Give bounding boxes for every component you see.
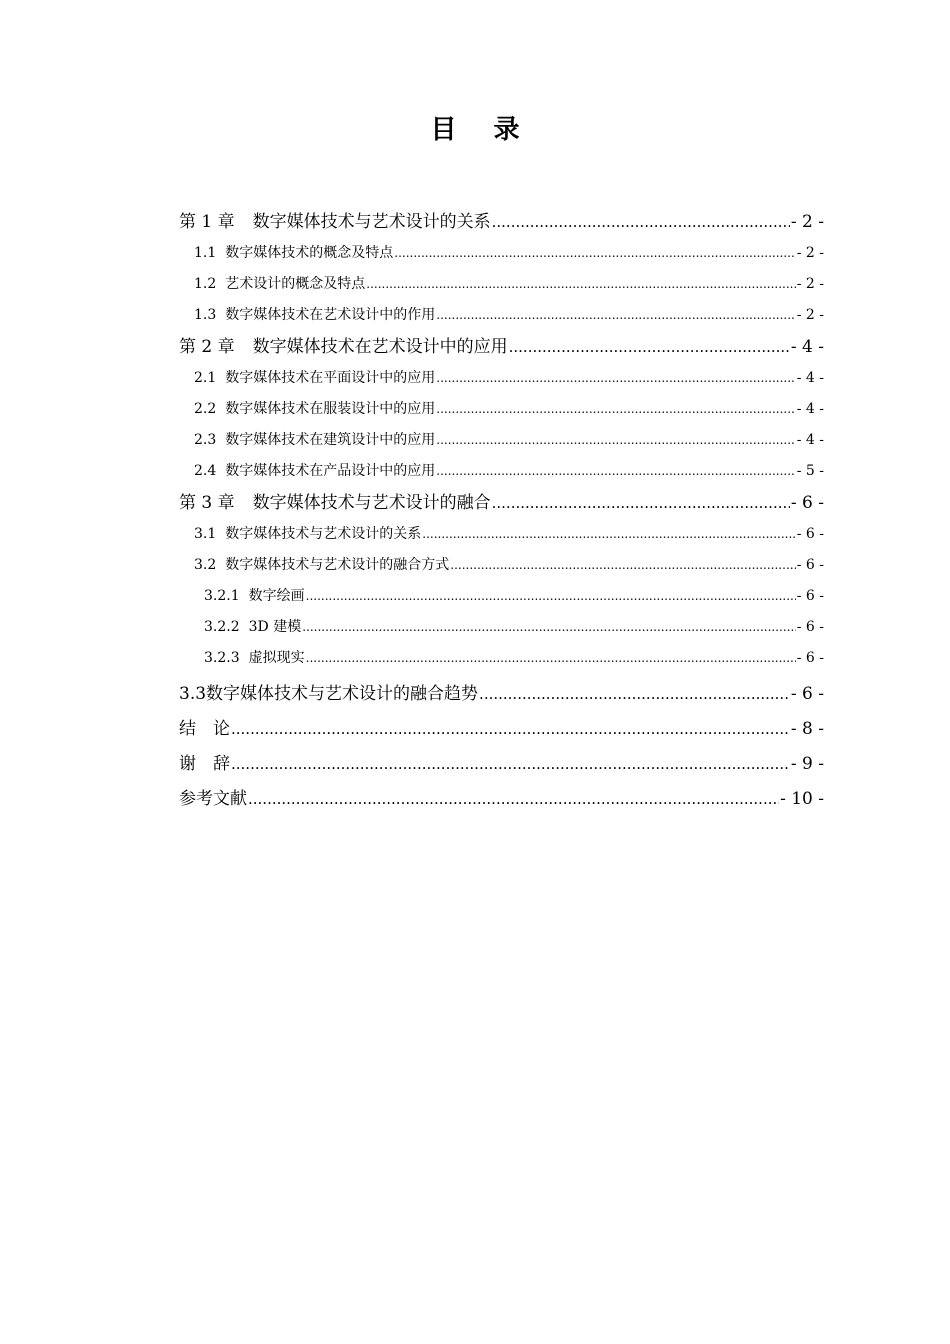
toc-entry-conclusion[interactable]: [179, 712, 824, 747]
dot-leader: [479, 677, 790, 712]
toc-entry-label: [194, 456, 435, 487]
dot-leader: [492, 487, 790, 519]
toc-entry-label: [179, 782, 247, 817]
toc-entry-text: 数字媒体技术在艺术设计中的应用: [252, 337, 508, 357]
toc-entry-number: 2.1: [194, 370, 217, 386]
toc-page-number: - 6 -: [790, 684, 824, 704]
toc-entry-text: 数字媒体技术在服装设计中的应用: [225, 401, 436, 417]
toc-entry-text: 参考文献: [179, 789, 247, 809]
toc-entry-number: 第 1 章: [179, 212, 235, 232]
toc-title: 目 录: [430, 115, 534, 145]
dot-leader: [394, 238, 795, 269]
toc-entry-subsection-3-2-3[interactable]: [179, 643, 824, 674]
toc-entry-number: 3.1: [194, 526, 217, 542]
toc-page-number: - 5 -: [796, 463, 824, 479]
toc-entry-label: [179, 331, 508, 363]
dot-leader: [248, 782, 779, 817]
toc-entry-number: 2.3: [194, 432, 217, 448]
toc-entry-text: 艺术设计的概念及特点: [225, 276, 366, 292]
dot-leader: [302, 612, 796, 643]
dot-leader: [231, 712, 790, 747]
toc-entry-acknowledgements[interactable]: [179, 747, 824, 782]
dot-leader: [509, 331, 790, 363]
toc-page-number: - 4 -: [796, 432, 824, 448]
toc-entry-section-1-1[interactable]: [179, 238, 824, 269]
toc-entry-section-3-3[interactable]: [179, 677, 824, 712]
toc-entry-label: [194, 425, 435, 456]
toc-entry-number: 第 2 章: [179, 337, 235, 357]
dot-leader: [450, 550, 795, 581]
toc-entry-section-2-4[interactable]: [179, 456, 824, 487]
toc-entry-number: 3.2.1: [204, 588, 240, 604]
toc-entry-number: 第 3 章: [179, 493, 235, 513]
toc-entry-text: 数字媒体技术与艺术设计的融合方式: [225, 557, 450, 573]
toc-entry-section-3-2[interactable]: [179, 550, 824, 581]
toc-entry-label: [194, 519, 421, 550]
toc-page-number: - 6 -: [796, 650, 824, 666]
toc-entry-section-1-2[interactable]: [179, 269, 824, 300]
toc-entry-text: 数字媒体技术与艺术设计的关系: [252, 212, 491, 232]
toc-entry-text: 数字绘画: [248, 588, 305, 604]
toc-entry-label: [179, 677, 478, 712]
toc-entry-number: 3.2.2: [204, 619, 240, 635]
toc-entry-text: 3D 建模: [248, 619, 302, 635]
toc-entry-text: 数字媒体技术在平面设计中的应用: [225, 370, 436, 386]
toc-entry-text: 数字媒体技术在艺术设计中的作用: [225, 307, 436, 323]
toc-entry-subsection-3-2-2[interactable]: [179, 612, 824, 643]
dot-leader: [436, 394, 795, 425]
toc-entry-label: [179, 487, 491, 519]
toc-entry-chapter-1[interactable]: [179, 206, 824, 238]
dot-leader: [231, 747, 790, 782]
toc-page-number: - 6 -: [796, 526, 824, 542]
toc-entry-section-2-2[interactable]: [179, 394, 824, 425]
toc-entry-text: 谢 辞: [179, 754, 230, 774]
toc-page-number: - 2 -: [790, 212, 824, 232]
toc-entry-number: 3.2.3: [204, 650, 240, 666]
toc-entry-chapter-2[interactable]: [179, 331, 824, 363]
toc-entry-text: 数字媒体技术在产品设计中的应用: [225, 463, 436, 479]
toc-entry-subsection-3-2-1[interactable]: [179, 581, 824, 612]
toc-page-number: - 6 -: [790, 493, 824, 513]
toc-page-number: - 4 -: [796, 370, 824, 386]
toc-entry-number: 3.2: [194, 557, 217, 573]
toc-entry-number: 3.3: [179, 684, 207, 704]
table-of-contents: [179, 206, 824, 817]
toc-entry-label: [194, 269, 365, 300]
toc-entry-text: 数字媒体技术与艺术设计的融合: [252, 493, 491, 513]
toc-entry-label: [194, 550, 449, 581]
toc-page-number: - 6 -: [796, 557, 824, 573]
toc-page-number: - 6 -: [796, 588, 824, 604]
toc-entry-number: 2.2: [194, 401, 217, 417]
dot-leader: [422, 519, 795, 550]
toc-entry-label: [194, 363, 435, 394]
toc-entry-label: [194, 300, 435, 331]
toc-entry-text: 数字媒体技术的概念及特点: [225, 245, 394, 261]
toc-entry-label: [194, 394, 435, 425]
dot-leader: [306, 643, 796, 674]
toc-entry-section-2-1[interactable]: [179, 363, 824, 394]
toc-entry-section-3-1[interactable]: [179, 519, 824, 550]
toc-entry-number: 1.2: [194, 276, 217, 292]
dot-leader: [436, 363, 795, 394]
toc-entry-number: 2.4: [194, 463, 217, 479]
toc-page-number: - 2 -: [796, 245, 824, 261]
toc-entry-label: [179, 747, 230, 782]
dot-leader: [436, 456, 795, 487]
toc-page-number: - 8 -: [790, 719, 824, 739]
toc-entry-text: 数字媒体技术与艺术设计的融合趋势: [206, 684, 479, 704]
toc-entry-references[interactable]: [179, 782, 824, 817]
toc-entry-label: [204, 643, 305, 674]
toc-page-number: - 4 -: [796, 401, 824, 417]
dot-leader: [436, 425, 795, 456]
dot-leader: [436, 300, 795, 331]
toc-entry-section-2-3[interactable]: [179, 425, 824, 456]
toc-page-number: - 4 -: [790, 337, 824, 357]
toc-entry-chapter-3[interactable]: [179, 487, 824, 519]
toc-entry-text: 结 论: [179, 719, 230, 739]
dot-leader: [306, 581, 796, 612]
toc-entry-text: 虚拟现实: [248, 650, 305, 666]
toc-entry-text: 数字媒体技术与艺术设计的关系: [225, 526, 422, 542]
toc-entry-label: [204, 612, 301, 643]
toc-page-number: - 10 -: [780, 789, 824, 809]
toc-entry-label: [204, 581, 305, 612]
toc-entry-number: 1.1: [194, 245, 217, 261]
toc-page-number: - 2 -: [796, 276, 824, 292]
toc-entry-number: 1.3: [194, 307, 217, 323]
dot-leader: [492, 206, 790, 238]
toc-entry-section-1-3[interactable]: [179, 300, 824, 331]
toc-page-number: - 6 -: [796, 619, 824, 635]
toc-entry-label: [194, 238, 393, 269]
toc-entry-label: [179, 206, 491, 238]
toc-page-number: - 9 -: [790, 754, 824, 774]
toc-page-number: - 2 -: [796, 307, 824, 323]
dot-leader: [366, 269, 795, 300]
toc-entry-text: 数字媒体技术在建筑设计中的应用: [225, 432, 436, 448]
toc-entry-label: [179, 712, 230, 747]
